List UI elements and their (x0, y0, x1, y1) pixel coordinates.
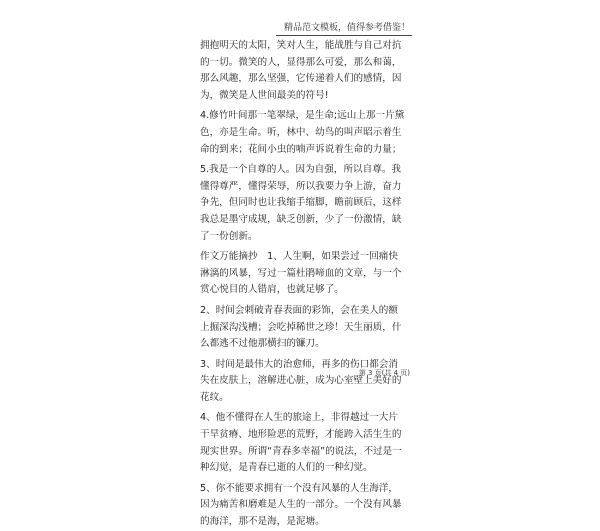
paragraph-8: 5、你不能要求拥有一个没有风暴的人生海洋，因为痛苦和磨难是人生的一部分。一个没有风暴的海洋，那不是海，是泥塘。 (200, 482, 402, 528)
paragraph-7: 4、他不懂得在人生的旅途上，非得越过一大片干旱贫瘠、地形险恶的荒野，才能跨入活生生的现实世界。所谓“青春多幸福”的说法，不过是一种幻觉，是青春已逝的人们的一种幻觉。 (200, 412, 402, 474)
paragraph-6: 3、时间是最伟大的治愈师，再多的伤口都会消失在皮肤上，溶解进心脏，成为心室壁上美好的花纹。 (200, 358, 402, 403)
paragraph-2: 4.修竹叶间那一笔翠绿，是生命;远山上那一片黛色，亦是生命。听，林中、幼鸟的叫声昭示着生命的到来；花间小虫的喃声诉说着生命的力量； (200, 110, 405, 155)
paragraph-5: 2、时间会刺破青春表面的彩饰，会在美人的额上掘深沟浅槽；会吃掉稀世之珍！天生丽质，什么都逃不过他那横扫的镰刀。 (200, 304, 402, 350)
header-note: 精品范文模板，值得参考借鉴！ (276, 20, 412, 36)
paragraph-1: 拥抱明天的太阳，笑对人生，能战胜与自己对抗的一切。微笑的人，显得那么可爱，那么和蔼，那么风趣，那么坚强，它传递着人们的感情，因为，微笑是人世间最美的符号! (200, 40, 402, 101)
page-number: 第 3 页(共 4 页) (358, 369, 410, 377)
document-body (200, 38, 405, 531)
paragraph-3: 5.我是一个自尊的人。因为自强，所以自尊。我懂得尊严，懂得荣辱，所以我要力争上游，奋力争先，但同时也让我缩手缩脚，瞻前顾后，这样我总是墨守成规，缺乏创新，少了一份激情，缺了一份创新。 (200, 164, 402, 242)
paragraph-4: 作文万能摘抄 1、人生啊，如果尝过一回痛快淋漓的风暴，写过一篇杜鹃啼血的文章，与一个赏心悦目的人错肩，也就足够了。 (200, 251, 402, 296)
